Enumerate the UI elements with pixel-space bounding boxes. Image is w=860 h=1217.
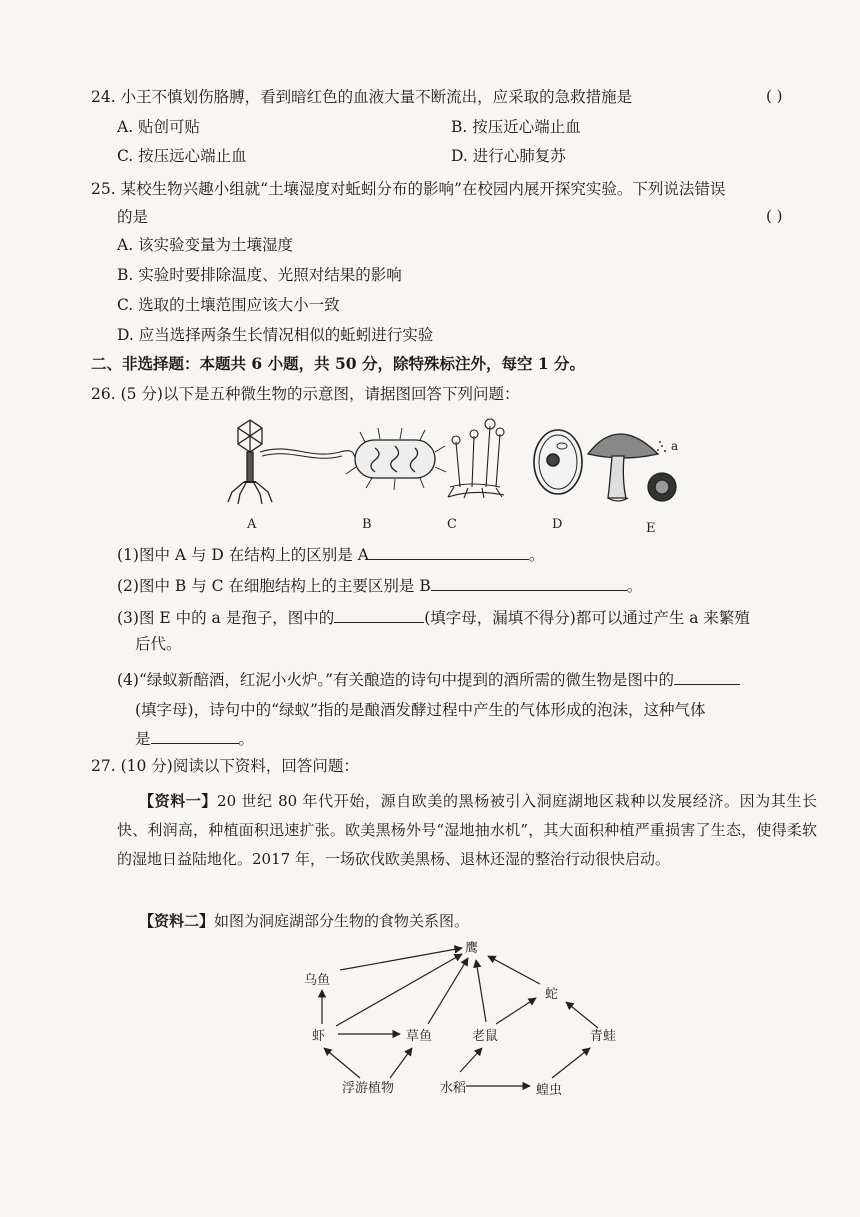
mold-icon [448,419,504,498]
microbes-figure [210,412,690,537]
q25-stem-line1: 25. 某校生物兴趣小组就“土壤湿度对蚯蚓分布的影响”在校园内展开探究实验。下列说法错误 [91,180,726,198]
node-shrimp: 虾 [312,1029,326,1044]
figure-label-b: B [362,517,372,532]
yeast-cell-icon [534,430,582,494]
material-1-text: 20 世纪 80 年代开始，源自欧美的黑杨被引入洞庭湖地区栽种以发展经济。因为其生长快、利润高，种植面积迅速扩张。欧美黑杨外号“湿地抽水机”，其大面积种植严重损害了生态，使得柔软的湿地日益陆地化。2017 年，一场砍伐欧美黑杨、退林还湿的整治行动很快启动。 [117,792,817,868]
q26-sub2-end: 。 [626,577,643,595]
q26-sub4-text: (4)“绿蚁新醅酒，红泥小火炉。”有关酿造的诗句中提到的酒所需的微生物是图中的 [117,671,675,689]
q26-sub3-line2: 后代。 [135,635,182,653]
bacteriophage-icon [228,420,272,504]
q26-sub2-text: (2)图中 B 与 C 在细胞结构上的主要区别是 B [117,577,431,595]
figure-label-d: D [552,517,563,532]
q26-sub3-tail: (填字母，漏填不得分)都可以通过产生 a 来繁殖 [424,609,750,627]
node-snake: 蛇 [545,987,559,1002]
q27-material-1 [117,787,817,874]
q26-blank-1[interactable] [369,543,529,560]
node-eagle: 鹰 [465,941,479,956]
q26-sub2 [117,574,642,597]
mushroom-icon [588,434,679,501]
q26-sub4-line3 [135,727,254,750]
q26-blank-2[interactable] [431,574,627,591]
node-phytoplankton: 浮游植物 [342,1081,395,1096]
q24-option-b: B. 按压近心端止血 [451,118,581,136]
q26-sub4-line2: (填字母)，诗句中的“绿蚁”指的是酿酒发酵过程中产生的气体形成的泡沫，这种气体 [135,701,706,719]
figure-label-a: A [247,517,257,532]
node-rice: 水稻 [440,1081,467,1096]
q26-sub4 [117,668,740,691]
q24-option-a: A. 贴创可贴 [117,118,201,136]
q25-stem-line2: 的是 [117,208,149,226]
q25-option-a: A. 该实验变量为土壤湿度 [117,236,294,254]
material-2-text: 如图为洞庭湖部分生物的食物关系图。 [214,912,470,930]
q24-option-d: D. 进行心肺复苏 [451,147,566,165]
q25-answer-paren[interactable]: ( ) [766,207,783,225]
q27-stem: 27. (10 分)阅读以下资料，回答问题： [91,757,359,775]
material-2-tag: 【资料二】 [139,912,215,930]
q26-sub3 [117,606,750,629]
node-mouse: 老鼠 [472,1029,499,1044]
spore-label-a: a [671,439,679,453]
q26-stem: 26. (5 分)以下是五种微生物的示意图，请据图回答下列问题： [91,385,520,403]
q26-sub1-end: 。 [528,546,545,564]
node-snakehead-fish: 乌鱼 [304,973,331,988]
q26-sub1-text: (1)图中 A 与 D 在结构上的区别是 A [117,546,369,564]
q25-option-c: C. 选取的土壤范围应该大小一致 [117,296,340,314]
material-1-tag: 【资料一】 [139,792,218,810]
section-heading: 二、非选择题：本题共 6 小题，共 50 分，除特殊标注外，每空 1 分。 [91,354,586,373]
q24-answer-paren[interactable]: ( ) [766,87,783,105]
bacterium-icon [346,428,446,490]
figure-label-c: C [447,517,457,532]
q25-option-b: B. 实验时要排除温度、光照对结果的影响 [117,266,402,284]
q24-option-c: C. 按压远心端止血 [117,147,247,165]
q26-sub3-text: (3)图 E 中的 a 是孢子，图中的 [117,609,335,627]
node-locust: 蝗虫 [536,1083,563,1098]
q26-blank-4[interactable] [674,668,740,685]
q26-blank-5[interactable] [151,727,239,744]
node-grass-carp: 草鱼 [406,1029,433,1044]
node-frog: 青蛙 [590,1029,617,1044]
q26-sub4-line3-end: 。 [238,730,255,748]
q26-blank-3[interactable] [334,606,424,623]
q26-sub4-line3-text: 是 [135,730,151,748]
q26-sub1 [117,543,544,566]
q24-stem: 24. 小王不慎划伤胳膊，看到暗红色的血液大量不断流出，应采取的急救措施是 [91,88,633,106]
food-web-diagram [290,932,630,1102]
q25-option-d: D. 应当选择两条生长情况相似的蚯蚓进行实验 [117,326,434,344]
figure-label-e: E [646,521,656,536]
